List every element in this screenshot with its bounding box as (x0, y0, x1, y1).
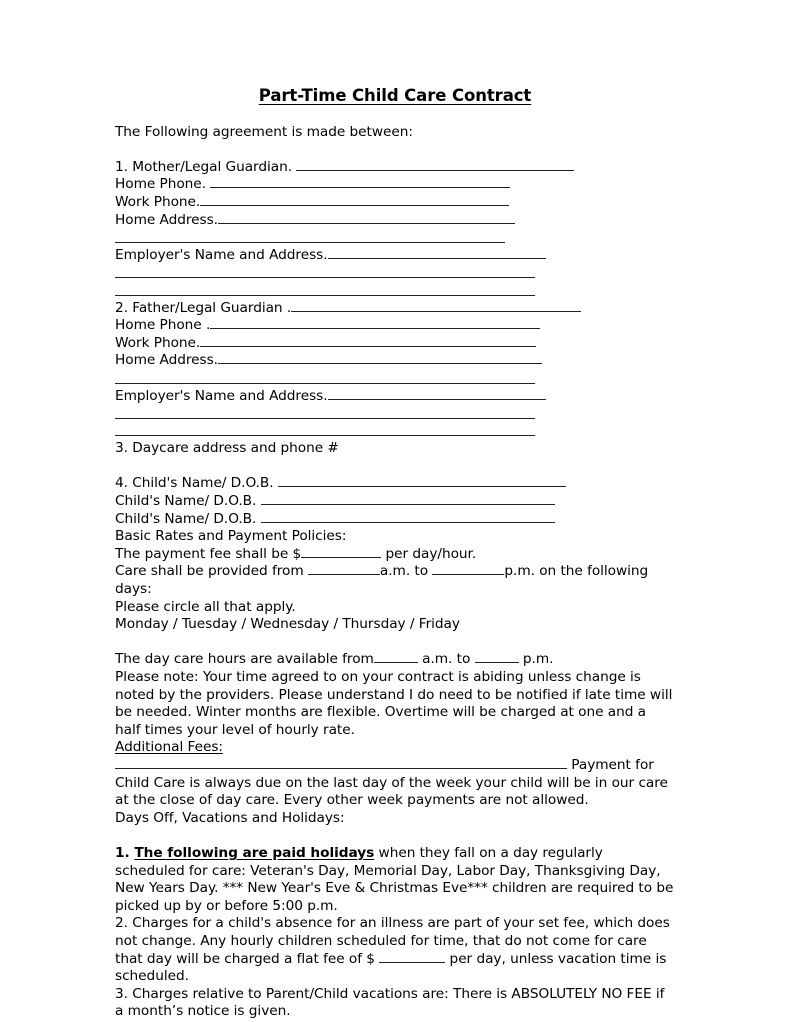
field-mother-employer (115, 247, 675, 265)
fill-in-rule[interactable] (261, 512, 555, 523)
fill-in-rule[interactable] (379, 952, 445, 963)
fill-in-rule[interactable] (115, 285, 535, 296)
fill-in-rule[interactable] (328, 248, 546, 259)
days-off-heading: Days Off, Vacations and Holidays: (115, 809, 345, 826)
payment-fee-suffix: per day/hour. (381, 545, 477, 562)
field-father-employer-line3 (115, 423, 675, 441)
fill-in-rule[interactable] (301, 547, 381, 558)
payment-for-text: Payment for (567, 756, 654, 773)
fill-in-rule[interactable] (296, 160, 574, 171)
field-father-employer-line2 (115, 405, 675, 423)
fill-in-rule[interactable] (115, 232, 505, 243)
holiday-item-1 (115, 845, 675, 915)
rates-heading: Basic Rates and Payment Policies: (115, 528, 347, 545)
field-mother-home-address-line2 (115, 229, 675, 247)
daycare-hours-prefix: The day care hours are available from (115, 651, 374, 668)
field-mother-guardian (115, 159, 675, 177)
field-father-home-phone (115, 317, 675, 335)
field-label: Child's Name/ D.O.B. (115, 493, 261, 510)
fill-in-rule[interactable] (200, 195, 509, 206)
fill-in-rule[interactable] (475, 653, 519, 664)
payment-fee-line (115, 546, 675, 564)
field-label: Work Phone. (115, 193, 201, 210)
intro-text: The Following agreement is made between: (115, 123, 413, 140)
field-label: 4. Child's Name/ D.O.B. (115, 475, 278, 492)
section-daycare-address: 3. Daycare address and phone # (115, 440, 339, 457)
fill-in-rule[interactable] (210, 319, 540, 330)
fill-in-rule[interactable] (374, 653, 418, 664)
payment-due-paragraph: Child Care is always due on the last day of the week your child will be in our care at the close of day care. Every other week payments are not allowed. (115, 774, 668, 809)
additional-fees-heading: Additional Fees: (115, 739, 223, 756)
holiday-item-1-rest: when they fall on a day regularly scheduled for care: Veteran's Day, Memorial Day, Labor Day, Thanksgiving Day, New Years Day. *** New Year's Eve & Christmas Eve*** children are required to be picked up by or before 5:00 p.m. (115, 844, 674, 914)
fill-in-rule[interactable] (115, 267, 535, 278)
field-label: Home Phone. (115, 176, 211, 193)
daycare-hours-suffix: p.m. (518, 651, 554, 668)
please-note-paragraph: Please note: Your time agreed to on your contract is abiding unless change is noted by the providers. Please understand I do need to be notified if late time will be needed. Winter months are flexible. Overtime will be charged at one and a half times your level of hourly rate. (115, 669, 673, 738)
field-father-home-address (115, 352, 675, 370)
fill-in-rule[interactable] (218, 213, 515, 224)
spacer (115, 141, 675, 159)
fill-in-rule[interactable] (115, 373, 535, 384)
field-father-guardian (115, 300, 675, 318)
field-mother-work-phone (115, 194, 675, 212)
fill-in-rule[interactable] (291, 301, 581, 312)
field-label: Home Address. (115, 211, 218, 228)
holiday-item-2-text: 2. Charges for a child's absence for an illness are part of your set fee, which does not change. Any hourly children scheduled for time, that do not come for care that day will be charged a flat fee of $ (115, 915, 670, 967)
document-content (115, 86, 675, 1021)
holiday-item-1-bold: The following are paid holidays (134, 844, 375, 861)
fill-in-rule[interactable] (200, 336, 536, 347)
daycare-hours-mid: a.m. to (417, 651, 475, 668)
field-father-work-phone (115, 335, 675, 353)
spacer (115, 458, 675, 476)
field-mother-employer-line3 (115, 282, 675, 300)
field-father-home-address-line2 (115, 370, 675, 388)
circle-note: Please circle all that apply. (115, 598, 296, 615)
field-child-2 (115, 493, 675, 511)
fill-in-rule[interactable] (115, 758, 567, 769)
holiday-item-1-number: 1. (115, 844, 135, 861)
holiday-item-2 (115, 915, 675, 985)
fill-in-rule[interactable] (261, 494, 555, 505)
field-mother-home-address (115, 212, 675, 230)
spacer (115, 106, 675, 124)
field-label: Home Address. (115, 352, 218, 369)
fill-in-rule[interactable] (328, 389, 546, 400)
fill-in-rule[interactable] (432, 565, 504, 576)
spacer (115, 634, 675, 652)
fill-in-rule[interactable] (210, 178, 510, 189)
field-mother-employer-line2 (115, 264, 675, 282)
field-child-1 (115, 475, 675, 493)
fill-in-rule[interactable] (115, 408, 535, 419)
care-hours-suffix: p.m. on the following days: (115, 563, 653, 598)
field-label: Employer's Name and Address. (115, 246, 328, 263)
spacer (115, 827, 675, 845)
fill-in-rule[interactable] (308, 565, 380, 576)
days-of-week: Monday / Tuesday / Wednesday / Thursday / Friday (115, 616, 460, 633)
fill-in-rule[interactable] (218, 354, 542, 365)
care-hours-line (115, 563, 675, 598)
holiday-item-3: 3. Charges relative to Parent/Child vacations are: There is ABSOLUTELY NO FEE if a month’s notice is given. (115, 985, 665, 1020)
field-label: 2. Father/Legal Guardian . (115, 299, 292, 316)
field-label: Employer's Name and Address. (115, 387, 328, 404)
fill-in-rule[interactable] (115, 426, 535, 437)
care-hours-prefix: Care shall be provided from (115, 563, 308, 580)
field-label: Home Phone . (115, 317, 211, 334)
field-label: Child's Name/ D.O.B. (115, 510, 261, 527)
fill-in-rule[interactable] (278, 477, 566, 488)
field-label: 1. Mother/Legal Guardian. (115, 158, 297, 175)
field-mother-home-phone (115, 176, 675, 194)
field-label: Work Phone. (115, 334, 201, 351)
payment-fee-label: The payment fee shall be $ (115, 545, 302, 562)
field-father-employer (115, 388, 675, 406)
daycare-hours-line (115, 651, 675, 669)
page-title: Part-Time Child Care Contract (258, 86, 532, 105)
additional-fees-fill-line (115, 757, 675, 775)
care-hours-mid: a.m. to (379, 563, 433, 580)
holiday-item-2-suffix: per day, unless vacation time is scheduled. (115, 950, 667, 985)
field-child-3 (115, 511, 675, 529)
